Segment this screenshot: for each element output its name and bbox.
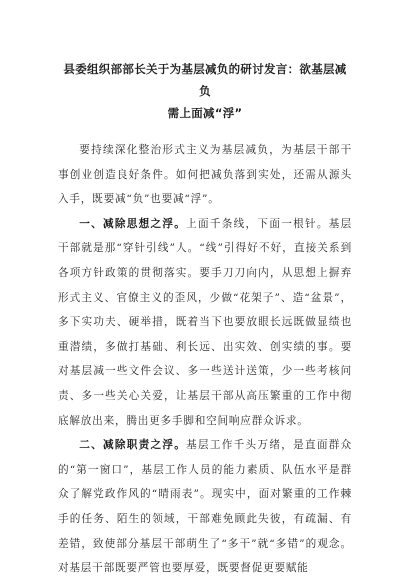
title-line-1: 县委组织部部长关于为基层减负的研讨发言：欲基层减负 xyxy=(63,62,347,98)
section-1-body: 上面千条线，下面一根针。基层干部就是那“穿针引线”人。“线”引得好不好，直接关系到各项方针政策的贯彻落实。要手刀刀向内，从思想上摒弃形式主义、官僚主义的歪风，少做“花架子”、造“盆景”，多下实功夫、硬举措，既着当下也要放眼长远既做显绩也重潜绩，多做打基础、利长远、出实效、创实绩的事。要对基层减一些文件会议、多一些送计送策，少一些考核问责、多一些关心关爱，让基层干部从高压繁重的工作中彻底解放出来，腾出更多手脚和空间响应群众诉求。 xyxy=(58,217,353,427)
document-title xyxy=(58,58,352,124)
section-1-paragraph xyxy=(58,212,352,433)
intro-paragraph: 要持续深化整治形式主义为基层减负，为基层干部干事创业创造良好条件。如何把减负落到实处，还需从源头入手，既要减“负”也要减“浮”。 xyxy=(58,144,352,206)
section-2-paragraph xyxy=(58,433,352,581)
section-2-heading: 二、减除职责之浮。 xyxy=(79,439,187,452)
section-2-body: 基层工作千头万绪，是直面群众的“第一窗口”，基层工作人员的能力素质、队伍水平是群众了解党政作风的“晴雨表”。现实中，面对繁重的工作棘手的任务、陌生的领域，干部难免顾此失彼，有疏漏、有差错，致使部分基层干部萌生了“多干”就“多错”的观念。对基层干部既要严管也要厚爱，既要督促更要赋能 xyxy=(58,439,353,575)
title-line-2: 需上面减“浮” xyxy=(167,106,243,120)
section-1-heading: 一、减除思想之浮。 xyxy=(79,217,187,230)
